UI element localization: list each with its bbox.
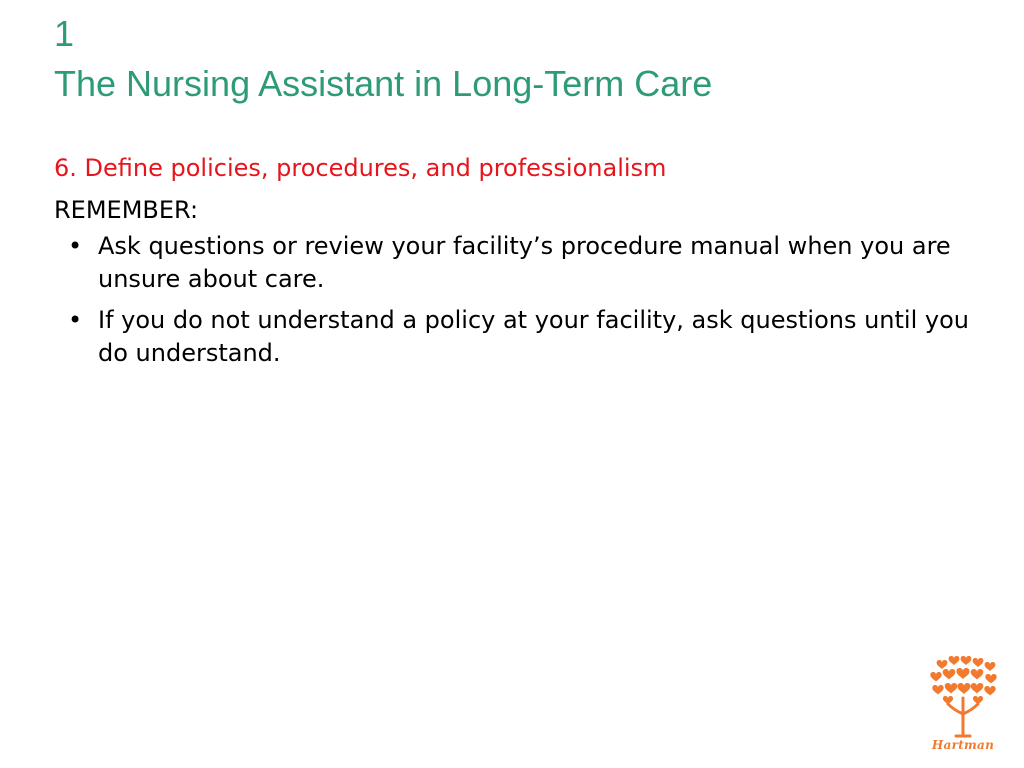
bullet-icon: • (68, 232, 83, 260)
bullet-text: If you do not understand a policy at your facility, ask questions until you do understand. (98, 306, 969, 367)
chapter-number: 1 (54, 13, 75, 54)
logo-wordmark: Hartman (931, 738, 995, 752)
remember-label: REMEMBER: (54, 196, 199, 224)
slide-title: The Nursing Assistant in Long-Term Care (54, 63, 713, 104)
learning-objective: 6. Define policies, procedures, and professionalism (54, 154, 667, 182)
hartman-logo (918, 650, 1008, 756)
bullet-text: Ask questions or review your facility’s procedure manual when you are unsure about care. (98, 232, 951, 293)
bullet-item (54, 304, 1004, 370)
bullet-item (54, 230, 1004, 296)
slide-content (54, 152, 1004, 378)
bullet-list (54, 230, 1004, 370)
heart-tree-icon (918, 650, 1008, 742)
bullet-icon: • (68, 306, 83, 334)
